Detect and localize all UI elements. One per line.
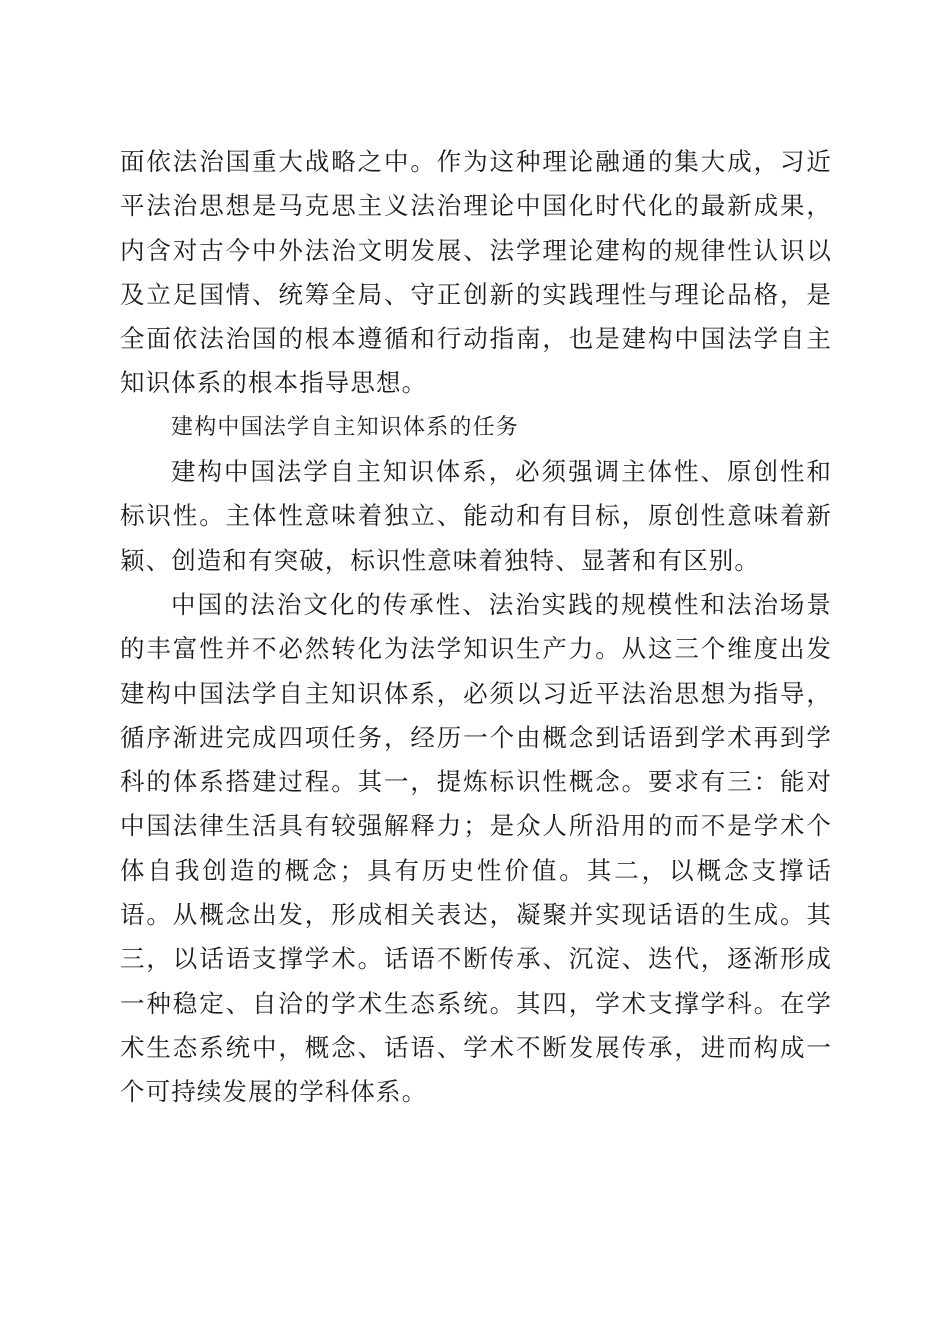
body-paragraph-continued: 面依法治国重大战略之中。作为这种理论融通的集大成，习近平法治思想是马克思主义法治理论中国化时代化的最新成果，内含对古今中外法治文明发展、法学理论建构的规律性认识以及立足国情、统筹全局、守正创新的实践理性与理论品格，是全面依法治国的根本遵循和行动指南，也是建构中国法学自主知识体系的根本指导思想。	[120, 147, 832, 398]
body-paragraph-tasks: 中国的法治文化的传承性、法治实践的规模性和法治场景的丰富性并不必然转化为法学知识生产力。从这三个维度出发建构中国法学自主知识体系，必须以习近平法治思想为指导，循序渐进完成四项任务，经历一个由概念到话语到学术再到学科的体系搭建过程。其一，提炼标识性概念。要求有三：能对中国法律生活具有较强解释力；是众人所沿用的而不是学术个体自我创造的概念；具有历史性价值。其二，以概念支撑话语。从概念出发，形成相关表达，凝聚并实现话语的生成。其三，以话语支撑学术。话语不断传承、沉淀、迭代，逐渐形成一种稳定、自洽的学术生态系统。其四，学术支撑学科。在学术生态系统中，概念、话语、学术不断发展传承，进而构成一个可持续发展的学科体系。	[120, 589, 832, 1107]
document-body	[120, 140, 832, 1115]
section-heading: 建构中国法学自主知识体系的任务	[171, 414, 520, 440]
body-paragraph-requirements: 建构中国法学自主知识体系，必须强调主体性、原创性和标识性。主体性意味着独立、能动和有目标，原创性意味着新颖、创造和有突破，标识性意味着独特、显著和有区别。	[120, 457, 832, 575]
